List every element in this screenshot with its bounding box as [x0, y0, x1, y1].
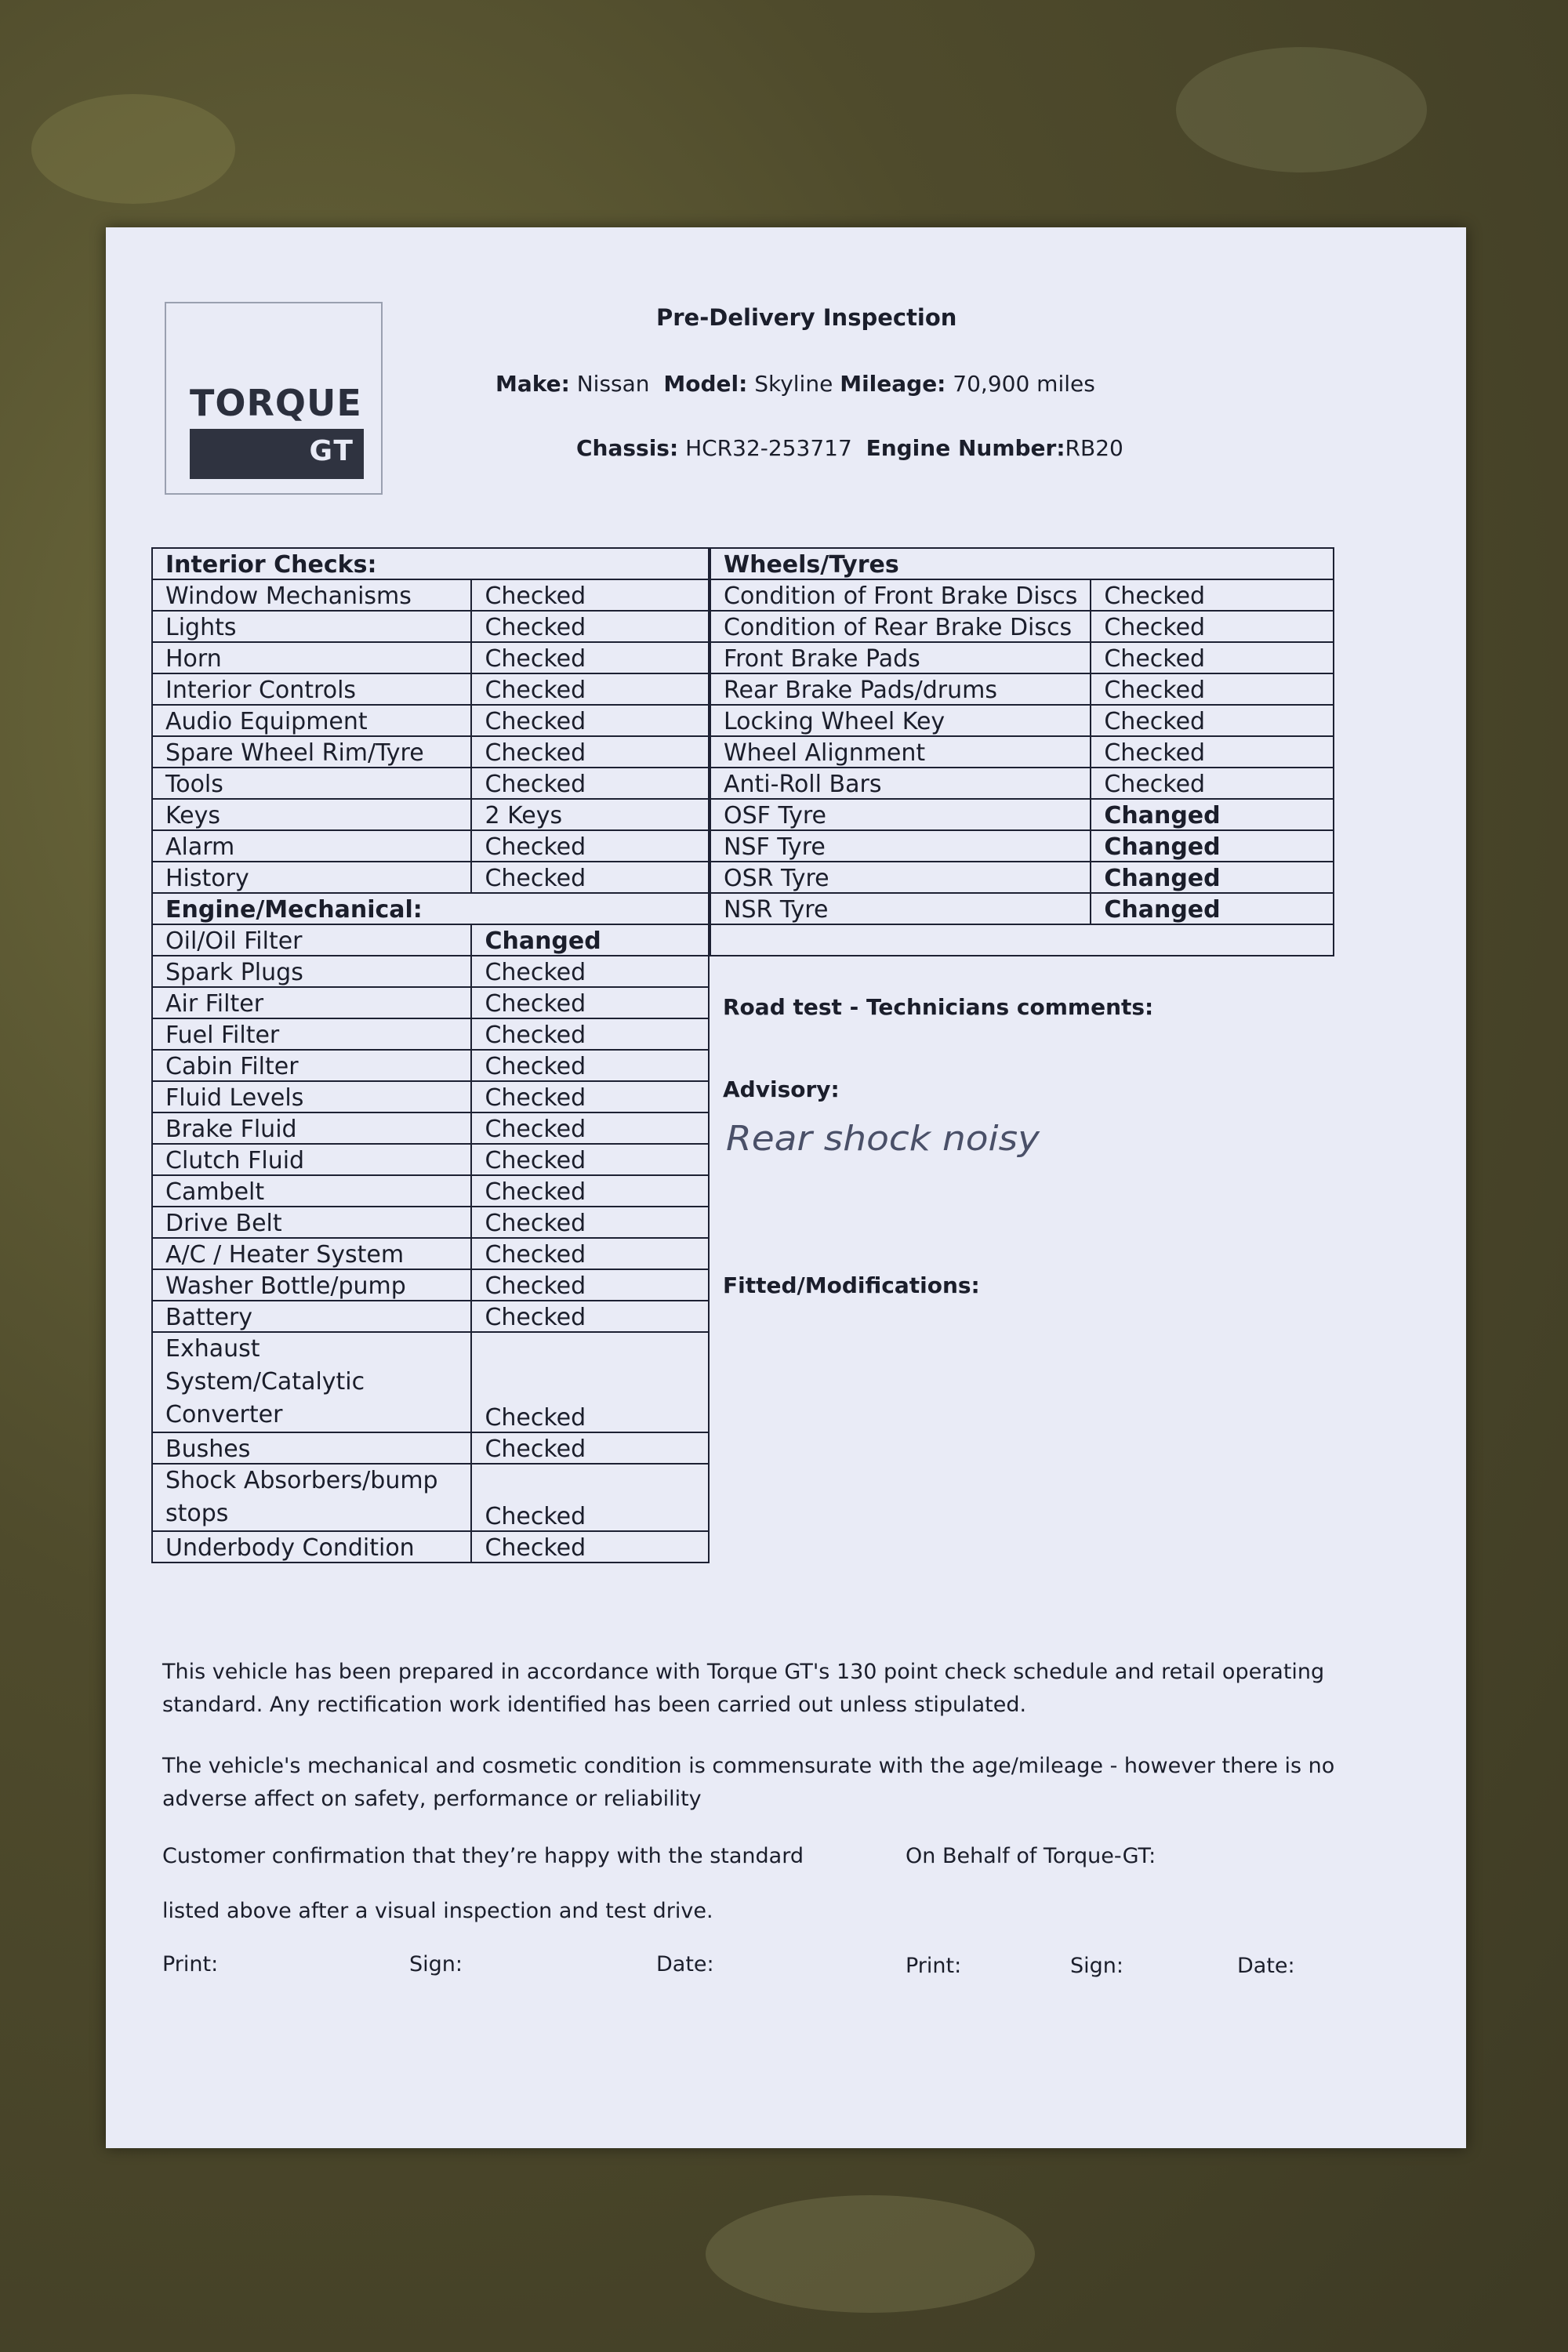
table-row	[710, 799, 1334, 830]
check-status: Checked	[471, 1175, 709, 1207]
check-status: Checked	[471, 1332, 709, 1432]
table-row	[152, 579, 709, 611]
customer-confirmation-line2: listed above after a visual inspection and test drive.	[162, 1899, 713, 1923]
torque-gt-logo	[165, 302, 383, 495]
check-status: Checked	[471, 736, 709, 768]
check-item: Keys	[152, 799, 471, 830]
table-row	[152, 1332, 709, 1432]
table-row	[710, 736, 1334, 768]
table-row	[710, 611, 1334, 642]
table-row	[152, 893, 709, 924]
check-status: Checked	[471, 1531, 709, 1563]
logo-bar	[190, 429, 364, 479]
check-item: Exhaust System/Catalytic Converter	[152, 1332, 471, 1432]
logo-text: TORQUE	[190, 382, 362, 424]
check-item: Oil/Oil Filter	[152, 924, 471, 956]
check-status: Checked	[1091, 705, 1334, 736]
table-row	[152, 1269, 709, 1301]
check-item: Rear Brake Pads/drums	[710, 673, 1091, 705]
customer-confirmation-line1: Customer confirmation that they’re happy with the standard	[162, 1844, 804, 1868]
check-status: Checked	[471, 611, 709, 642]
check-status: Checked	[471, 956, 709, 987]
check-status: Checked	[471, 768, 709, 799]
check-item: Spark Plugs	[152, 956, 471, 987]
table-row	[152, 1050, 709, 1081]
table-row	[152, 611, 709, 642]
condition-statement: The vehicle's mechanical and cosmetic condition is commensurate with the age/mileage - however there is no adverse affect on safety, performance or reliability	[162, 1754, 1335, 1811]
on-behalf-label: On Behalf of Torque-GT:	[906, 1844, 1156, 1868]
chassis-line	[576, 435, 1123, 461]
check-item: Battery	[152, 1301, 471, 1332]
check-item: Bushes	[152, 1432, 471, 1464]
check-item: NSR Tyre	[710, 893, 1091, 924]
fitted-modifications-label: Fitted/Modifications:	[723, 1272, 980, 1298]
check-status: Checked	[471, 705, 709, 736]
table-row	[152, 799, 709, 830]
section-header-wheels: Wheels/Tyres	[710, 548, 1334, 579]
check-status: Checked	[471, 1081, 709, 1112]
engine-value: RB20	[1065, 435, 1123, 461]
check-status: Changed	[1091, 893, 1334, 924]
table-row	[152, 1018, 709, 1050]
table-row	[152, 1144, 709, 1175]
wheels-tyres-table	[710, 547, 1334, 956]
section-header-engine: Engine/Mechanical:	[152, 893, 709, 924]
check-item: OSF Tyre	[710, 799, 1091, 830]
table-row	[710, 642, 1334, 673]
chassis-value: HCR32-253717	[685, 435, 852, 461]
check-status: Checked	[1091, 673, 1334, 705]
empty-cell	[710, 924, 1334, 956]
check-status: Checked	[471, 1432, 709, 1464]
check-status: Checked	[1091, 642, 1334, 673]
check-status: Changed	[1091, 862, 1334, 893]
check-item: Underbody Condition	[152, 1531, 471, 1563]
check-status: 2 Keys	[471, 799, 709, 830]
table-row	[710, 705, 1334, 736]
check-item: Condition of Front Brake Discs	[710, 579, 1091, 611]
interior-engine-table	[151, 547, 710, 1563]
customer-sign-field[interactable]: Sign:	[409, 1952, 463, 1976]
table-row	[152, 1464, 709, 1531]
table-row	[710, 893, 1334, 924]
check-status: Checked	[471, 830, 709, 862]
table-row	[152, 768, 709, 799]
check-item: Cabin Filter	[152, 1050, 471, 1081]
dealer-sign-field[interactable]: Sign:	[1070, 1954, 1123, 1978]
check-item: A/C / Heater System	[152, 1238, 471, 1269]
check-item: Brake Fluid	[152, 1112, 471, 1144]
check-item: Fuel Filter	[152, 1018, 471, 1050]
model-label: Model:	[663, 371, 748, 397]
check-status: Changed	[1091, 830, 1334, 862]
table-row	[710, 548, 1334, 579]
table-row	[152, 736, 709, 768]
check-status: Checked	[471, 1207, 709, 1238]
make-value: Nissan	[576, 371, 650, 397]
check-status: Checked	[471, 1144, 709, 1175]
table-row	[152, 862, 709, 893]
check-item: Window Mechanisms	[152, 579, 471, 611]
customer-print-field[interactable]: Print:	[162, 1952, 219, 1976]
advisory-label: Advisory:	[723, 1076, 840, 1102]
background-texture	[706, 2195, 1035, 2313]
check-status: Checked	[471, 1018, 709, 1050]
inspection-sheet	[106, 227, 1466, 2148]
background-texture	[1176, 47, 1427, 172]
check-status: Checked	[471, 1112, 709, 1144]
table-row	[710, 924, 1334, 956]
check-item: Horn	[152, 642, 471, 673]
mileage-label: Mileage:	[840, 371, 946, 397]
handwritten-advisory-text: Rear shock noisy	[726, 1119, 1041, 1159]
check-item: Fluid Levels	[152, 1081, 471, 1112]
customer-date-field[interactable]: Date:	[656, 1952, 714, 1976]
check-item: Clutch Fluid	[152, 1144, 471, 1175]
table-row	[152, 1112, 709, 1144]
check-status: Checked	[471, 1269, 709, 1301]
check-status: Checked	[1091, 579, 1334, 611]
check-status: Checked	[471, 579, 709, 611]
vehicle-line	[495, 371, 1095, 397]
check-item: OSR Tyre	[710, 862, 1091, 893]
check-status: Checked	[471, 987, 709, 1018]
check-item: Alarm	[152, 830, 471, 862]
check-item: Interior Controls	[152, 673, 471, 705]
check-item: Tools	[152, 768, 471, 799]
check-item: Lights	[152, 611, 471, 642]
table-row	[152, 924, 709, 956]
mileage-value: 70,900 miles	[953, 371, 1095, 397]
check-item: Drive Belt	[152, 1207, 471, 1238]
table-row	[710, 579, 1334, 611]
check-status: Checked	[471, 642, 709, 673]
check-item: Locking Wheel Key	[710, 705, 1091, 736]
check-item: History	[152, 862, 471, 893]
table-row	[152, 1081, 709, 1112]
check-status: Checked	[471, 1464, 709, 1531]
table-row	[152, 1531, 709, 1563]
check-item: NSF Tyre	[710, 830, 1091, 862]
check-status: Checked	[471, 1301, 709, 1332]
dealer-date-field[interactable]: Date:	[1237, 1954, 1295, 1978]
handwritten-advisory	[723, 1109, 1060, 1164]
check-item: Front Brake Pads	[710, 642, 1091, 673]
table-row	[152, 830, 709, 862]
logo-gt: GT	[309, 435, 354, 467]
table-row	[152, 673, 709, 705]
check-status: Checked	[1091, 611, 1334, 642]
check-status: Checked	[471, 673, 709, 705]
check-status: Checked	[1091, 736, 1334, 768]
check-status: Changed	[471, 924, 709, 956]
check-item: Spare Wheel Rim/Tyre	[152, 736, 471, 768]
check-item: Air Filter	[152, 987, 471, 1018]
check-item: Condition of Rear Brake Discs	[710, 611, 1091, 642]
table-row	[710, 830, 1334, 862]
check-item: Wheel Alignment	[710, 736, 1091, 768]
road-test-label: Road test - Technicians comments:	[723, 994, 1154, 1020]
table-row	[152, 705, 709, 736]
background-texture	[31, 94, 235, 204]
table-row	[710, 862, 1334, 893]
table-row	[710, 768, 1334, 799]
section-header-interior: Interior Checks:	[152, 548, 709, 579]
check-item: Washer Bottle/pump	[152, 1269, 471, 1301]
model-value: Skyline	[754, 371, 833, 397]
dealer-print-field[interactable]: Print:	[906, 1954, 962, 1978]
check-status: Checked	[471, 1238, 709, 1269]
check-item: Anti-Roll Bars	[710, 768, 1091, 799]
check-status: Checked	[1091, 768, 1334, 799]
check-status: Checked	[471, 1050, 709, 1081]
chassis-label: Chassis:	[576, 435, 679, 461]
table-row	[152, 956, 709, 987]
table-row	[152, 1432, 709, 1464]
engine-label: Engine Number:	[866, 435, 1065, 461]
make-label: Make:	[495, 371, 570, 397]
check-item: Cambelt	[152, 1175, 471, 1207]
table-row	[152, 1301, 709, 1332]
check-item: Shock Absorbers/bump stops	[152, 1464, 471, 1531]
check-item: Audio Equipment	[152, 705, 471, 736]
page-title: Pre-Delivery Inspection	[656, 304, 957, 331]
preparation-statement: This vehicle has been prepared in accordance with Torque GT's 130 point check schedule and retail operating standard. Any rectification work identified has been carried out unless stipulated.	[162, 1660, 1325, 1717]
table-row	[152, 1207, 709, 1238]
table-row	[152, 987, 709, 1018]
table-row	[152, 642, 709, 673]
table-row	[152, 548, 709, 579]
table-row	[710, 673, 1334, 705]
table-row	[152, 1238, 709, 1269]
table-row	[152, 1175, 709, 1207]
check-status: Checked	[471, 862, 709, 893]
check-status: Changed	[1091, 799, 1334, 830]
